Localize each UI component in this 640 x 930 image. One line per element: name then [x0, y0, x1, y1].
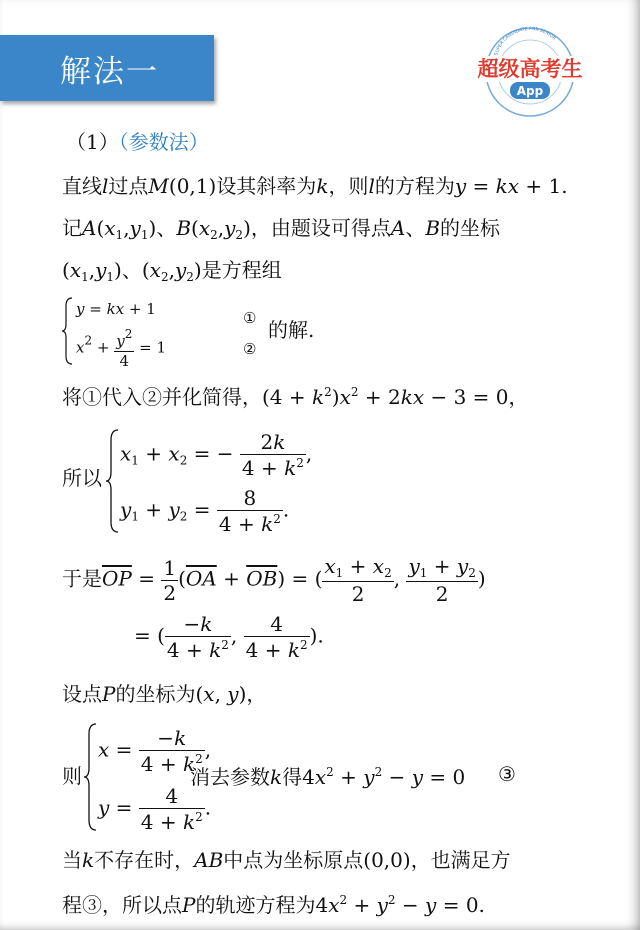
t-l12a: 程③，所以点: [62, 893, 182, 917]
t-l1d: ，则: [328, 174, 369, 198]
sys3-eq2: y = $\frac{4}{4 + k^2}$ .: [98, 784, 212, 834]
sys1-eq2: $x^2$ + $\frac{y^2}{4}$ = 1: [76, 327, 166, 370]
circle-1: ①: [243, 309, 257, 327]
t-l2b: 、: [156, 216, 177, 240]
line-2: 记$A(x_1,y_1)$、$B(x_2,y_2)$，由题设可得点A、B的坐标: [62, 216, 501, 242]
t-l10b: 消去参数: [190, 765, 270, 789]
svg-text:SUPER CANDIDATE FOR SENIOR: [493, 26, 557, 56]
brace-2: [106, 428, 120, 534]
sys1-eq1: y = kx + 1: [76, 300, 156, 318]
line-11: 当k不存在时，AB中点为坐标原点(0,0)，也满足方: [62, 848, 511, 872]
line-10-text: 消去参数k得$4x^2 + y^2 - y = 0$: [190, 765, 466, 789]
line-8: = ( $\frac{-k}{4 + k^2}$ , $\frac{4}{4 + k^2}$ ).: [134, 612, 324, 662]
line-5: 将①代入②并化简得，$(4 + k^2)x^2 + 2kx - 3 = 0$，: [62, 385, 529, 409]
logo-text: 超级高考生: [477, 57, 583, 81]
section-method: （参数法）: [118, 130, 209, 154]
line-3: $(x_1,y_1)$、$(x_2,y_2)$是方程组: [62, 258, 282, 284]
section-header-tab: [0, 35, 214, 101]
t-l7: 于是: [62, 566, 102, 591]
t-l1e: 的方程为: [374, 174, 455, 198]
sys1-tail: 的解.: [268, 318, 315, 342]
line-section: [66, 132, 209, 152]
logo-ring-text: SUPER CANDIDATE FOR SENIOR: [494, 26, 557, 57]
sys2-eq1: $x_1 + x_2$ = − $\frac{2k}{4 + k^2}$ ,: [120, 430, 313, 480]
t-l11b: 不存在时，: [94, 848, 195, 872]
section-number: （1）: [66, 130, 119, 154]
t-l11c: 中点为坐标原点: [223, 848, 364, 872]
t-l5: 将①代入②并化简得，: [62, 385, 262, 409]
t-l1a: 直线: [62, 174, 102, 198]
line-12: 程③，所以点P的轨迹方程为$4x^2 + y^2 - y = 0$.: [62, 893, 485, 917]
t-l10c: 得: [282, 765, 303, 789]
t-l1b: 过点: [108, 174, 149, 198]
brace-1: [62, 296, 74, 366]
t-l1c: 设其斜率为: [216, 174, 317, 198]
t-l3b: 是方程组: [201, 258, 282, 282]
section-title: 解法一: [60, 54, 159, 90]
line-10-label: 则: [62, 764, 82, 788]
t-l3a: 、: [121, 258, 142, 282]
t-l9b: 的坐标为: [115, 682, 196, 706]
line-9: 设点P的坐标为(x, y)，: [62, 682, 267, 706]
t-l2d: 、: [405, 216, 426, 240]
line-7: 于是$\overline{OP}$ = $\frac{1}{2}$ $(\overline{OA} + \overline{OB})$ = ( $\frac{x_1 + x_2}{2}$ , $\frac{y_1 + y_2}{2}$ ): [62, 554, 486, 606]
sys2-eq2: $y_1 + y_2$ = $\frac{8}{4 + k^2}$ .: [120, 486, 290, 536]
brace-3: [84, 722, 98, 832]
app-logo: [470, 24, 590, 120]
t-l2c: ，由题设可得点: [250, 216, 391, 240]
sys3-eq1: x = $\frac{-k}{4 + k^2}$ ,: [98, 726, 212, 776]
line-1: 直线l过点M(0,1)设其斜率为k，则l的方程为y = kx + 1.: [62, 174, 568, 198]
t-l11a: 当: [62, 848, 82, 872]
t-l2a: 记: [62, 216, 82, 240]
logo-sub: App: [516, 84, 544, 98]
t-l11d: ，也满足方: [410, 848, 511, 872]
t-l2e: 的坐标: [440, 216, 501, 240]
circle-3: ③: [498, 762, 516, 786]
t-l9: 设点: [62, 682, 102, 706]
line-6-label: 所以: [62, 466, 102, 490]
circle-2: ②: [243, 340, 257, 358]
t-l12b: 的轨迹方程为: [195, 893, 316, 917]
